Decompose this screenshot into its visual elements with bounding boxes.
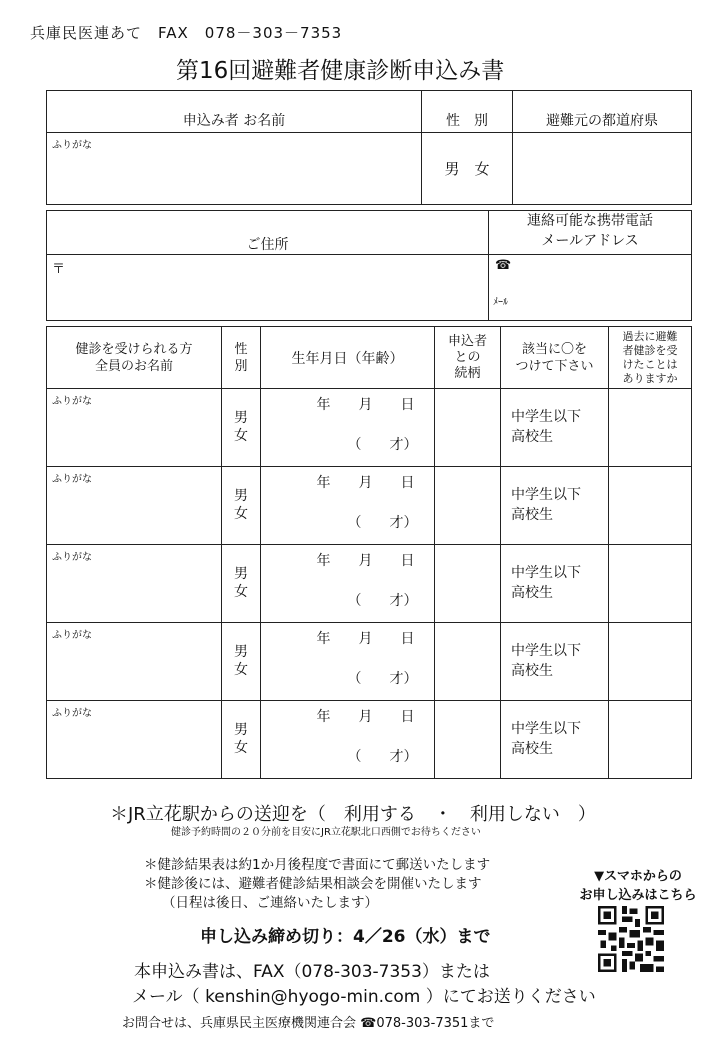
member-dob-field[interactable] (261, 467, 435, 545)
member-dob-field[interactable] (261, 545, 435, 623)
applicant-table (46, 90, 692, 205)
grade-options: 中学生以下 高校生 (511, 565, 581, 601)
member-row (47, 623, 692, 701)
member-sex-field[interactable] (222, 389, 261, 467)
grade-options: 中学生以下 高校生 (511, 487, 581, 523)
fax-destination: 兵庫民医連あて FAX 078－303－7353 (30, 24, 343, 42)
prefecture-header: 避難元の都道府県 (546, 112, 658, 129)
member-dob-field[interactable] (261, 623, 435, 701)
smartphone-label-1: ▼スマホからの (594, 869, 682, 884)
result-note-2: ＊健診後には、避難者健診結果相談会を開催いたします (144, 876, 482, 892)
member-row (47, 545, 692, 623)
member-grade-field[interactable] (501, 389, 609, 467)
member-name-field[interactable] (47, 701, 222, 779)
address-header: ご住所 (246, 237, 289, 253)
furigana-label: ふりがな (52, 140, 92, 151)
col-check-header: 該当に〇を つけて下さい (501, 327, 609, 389)
date-placeholder: 年 月 日 (316, 475, 415, 491)
member-grade-field[interactable] (501, 701, 609, 779)
member-sex-field[interactable] (222, 545, 261, 623)
send-instruction-1: 本申込み書は、FAX（078-303-7353）または (134, 962, 490, 982)
grade-options: 中学生以下 高校生 (511, 409, 581, 445)
member-grade-field[interactable] (501, 623, 609, 701)
furigana-label: ふりがな (52, 396, 92, 407)
member-past-field[interactable] (609, 623, 692, 701)
transport-request: ＊JR立花駅からの送迎を（ 利用する ・ 利用しない ） (110, 804, 596, 825)
age-placeholder: （ 才） (347, 515, 418, 531)
member-grade-field[interactable] (501, 467, 609, 545)
member-row (47, 389, 692, 467)
member-grade-field[interactable] (501, 545, 609, 623)
smartphone-label (570, 865, 706, 903)
col-past-header: 過去に避難 者健診を受 けたことは ありますか (609, 327, 692, 389)
furigana-label: ふりがな (52, 474, 92, 485)
member-past-field[interactable] (609, 701, 692, 779)
sex-options: 男 女 (444, 160, 490, 178)
postal-mark: 〒 (52, 262, 66, 277)
members-table (46, 326, 692, 779)
result-note-3: （日程は後日、ご連絡いたします） (162, 895, 378, 911)
member-relation-field[interactable] (435, 389, 501, 467)
mail-label: ﾒｰﾙ (493, 297, 508, 308)
furigana-label: ふりがな (52, 552, 92, 563)
date-placeholder: 年 月 日 (316, 553, 415, 569)
member-past-field[interactable] (609, 545, 692, 623)
member-relation-field[interactable] (435, 545, 501, 623)
date-placeholder: 年 月 日 (316, 631, 415, 647)
applicant-name-field[interactable] (47, 133, 422, 205)
transport-note: 健診予約時間の２０分前を目安にJR立花駅北口西側でお待ちください (171, 827, 481, 838)
member-name-field[interactable] (47, 389, 222, 467)
applicant-sex-field[interactable] (422, 133, 513, 205)
sex-options: 男 女 (234, 722, 248, 756)
member-relation-field[interactable] (435, 623, 501, 701)
grade-options: 中学生以下 高校生 (511, 721, 581, 757)
result-note-1: ＊健診結果表は約1か月後程度で書面にて郵送いたします (144, 857, 491, 873)
applicant-name-header: 申込み者 お名前 (182, 112, 286, 129)
sex-options: 男 女 (234, 488, 248, 522)
age-placeholder: （ 才） (347, 437, 418, 453)
member-row (47, 701, 692, 779)
sex-header: 性 別 (446, 112, 488, 129)
deadline: 申し込み締め切り：4／26（水）まで (200, 927, 491, 947)
member-sex-field[interactable] (222, 623, 261, 701)
member-dob-field[interactable] (261, 701, 435, 779)
send-instruction-2: メール（ kenshin@hyogo-min.com ）にてお送りください (132, 987, 596, 1007)
member-row (47, 467, 692, 545)
grade-options: 中学生以下 高校生 (511, 643, 581, 679)
member-sex-field[interactable] (222, 701, 261, 779)
sex-options: 男 女 (234, 566, 248, 600)
member-name-field[interactable] (47, 545, 222, 623)
contact-header-email: メールアドレス (541, 233, 639, 249)
member-name-field[interactable] (47, 623, 222, 701)
contact-field[interactable] (489, 255, 692, 321)
furigana-label: ふりがな (52, 630, 92, 641)
member-relation-field[interactable] (435, 467, 501, 545)
address-field[interactable] (47, 255, 489, 321)
member-past-field[interactable] (609, 389, 692, 467)
member-relation-field[interactable] (435, 701, 501, 779)
prefecture-field[interactable] (513, 133, 692, 205)
address-table (46, 210, 692, 321)
member-name-field[interactable] (47, 467, 222, 545)
qr-code[interactable] (598, 906, 664, 972)
col-sex-header: 性 別 (222, 327, 261, 389)
age-placeholder: （ 才） (347, 749, 418, 765)
member-past-field[interactable] (609, 467, 692, 545)
inquiry-line: お問合せは、兵庫県民主医療機関連合会 ☎078-303-7351まで (122, 1016, 495, 1031)
furigana-label: ふりがな (52, 708, 92, 719)
phone-icon: ☎ (495, 258, 512, 273)
page-title: 第16回避難者健康診断申込み書 (176, 58, 505, 84)
sex-options: 男 女 (234, 410, 248, 444)
age-placeholder: （ 才） (347, 671, 418, 687)
member-sex-field[interactable] (222, 467, 261, 545)
date-placeholder: 年 月 日 (316, 709, 415, 725)
smartphone-label-2: お申し込みはこちら (579, 888, 697, 903)
sex-options: 男 女 (234, 644, 248, 678)
age-placeholder: （ 才） (347, 593, 418, 609)
col-name-header: 健診を受けられる方 全員のお名前 (47, 327, 222, 389)
date-placeholder: 年 月 日 (316, 397, 415, 413)
member-dob-field[interactable] (261, 389, 435, 467)
contact-header-phone: 連絡可能な携帯電話 (527, 213, 653, 229)
col-dob-header: 生年月日（年齢） (261, 327, 435, 389)
col-relation-header: 申込者 との 続柄 (435, 327, 501, 389)
